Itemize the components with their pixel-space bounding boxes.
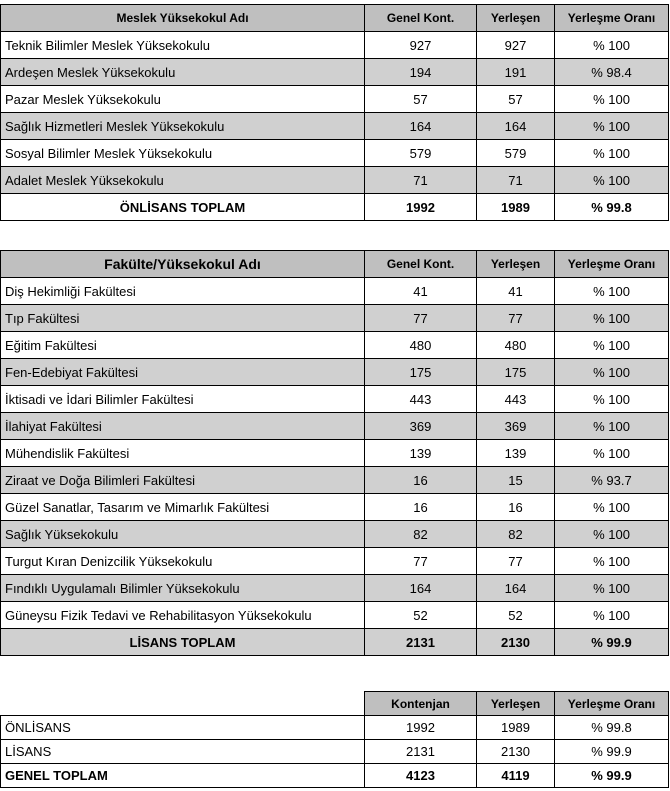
table-row — [1, 59, 669, 86]
row-yerlesen: 71 — [477, 167, 555, 194]
row-name: Teknik Bilimler Meslek Yüksekokulu — [1, 32, 365, 59]
row-oran: % 100 — [555, 413, 669, 440]
row-yerlesen: 82 — [477, 521, 555, 548]
table-row — [1, 740, 669, 764]
header-kontenjan: Genel Kont. — [365, 251, 477, 278]
table-row — [1, 413, 669, 440]
row-kontenjan: 77 — [365, 548, 477, 575]
row-oran: % 100 — [555, 548, 669, 575]
row-oran: % 100 — [555, 575, 669, 602]
row-yerlesen: 927 — [477, 32, 555, 59]
row-oran: % 99.9 — [555, 740, 669, 764]
row-name: Güzel Sanatlar, Tasarım ve Mimarlık Fakültesi — [1, 494, 365, 521]
row-name: Turgut Kıran Denizcilik Yüksekokulu — [1, 548, 365, 575]
table-row — [1, 716, 669, 740]
row-name: ÖNLİSANS — [1, 716, 365, 740]
row-kontenjan: 41 — [365, 278, 477, 305]
onlisans-table — [0, 4, 669, 221]
row-yerlesen: 77 — [477, 305, 555, 332]
row-yerlesen: 1989 — [477, 716, 555, 740]
total-label: ÖNLİSANS TOPLAM — [1, 194, 365, 221]
row-yerlesen: 443 — [477, 386, 555, 413]
row-name: Adalet Meslek Yüksekokulu — [1, 167, 365, 194]
header-kontenjan: Genel Kont. — [365, 5, 477, 32]
total-oran: % 99.8 — [555, 194, 669, 221]
row-yerlesen: 52 — [477, 602, 555, 629]
row-oran: % 100 — [555, 140, 669, 167]
row-kontenjan: 16 — [365, 494, 477, 521]
row-kontenjan: 139 — [365, 440, 477, 467]
row-kontenjan: 579 — [365, 140, 477, 167]
row-kontenjan: 480 — [365, 332, 477, 359]
row-yerlesen: 2130 — [477, 740, 555, 764]
header-yerlesen: Yerleşen — [477, 692, 555, 716]
row-oran: % 100 — [555, 359, 669, 386]
row-name: Ziraat ve Doğa Bilimleri Fakültesi — [1, 467, 365, 494]
table-row — [1, 494, 669, 521]
table-row — [1, 548, 669, 575]
row-yerlesen: 480 — [477, 332, 555, 359]
row-kontenjan: 57 — [365, 86, 477, 113]
row-name: Mühendislik Fakültesi — [1, 440, 365, 467]
total-row — [1, 764, 669, 788]
row-kontenjan: 1992 — [365, 716, 477, 740]
row-name: Ardeşen Meslek Yüksekokulu — [1, 59, 365, 86]
table-row — [1, 278, 669, 305]
row-yerlesen: 191 — [477, 59, 555, 86]
total-oran: % 99.9 — [555, 764, 669, 788]
header-oran: Yerleşme Oranı — [555, 5, 669, 32]
total-label: LİSANS TOPLAM — [1, 629, 365, 656]
row-kontenjan: 194 — [365, 59, 477, 86]
total-yerlesen: 2130 — [477, 629, 555, 656]
row-name: Sosyal Bilimler Meslek Yüksekokulu — [1, 140, 365, 167]
row-kontenjan: 369 — [365, 413, 477, 440]
table-row — [1, 113, 669, 140]
row-oran: % 100 — [555, 494, 669, 521]
row-oran: % 100 — [555, 86, 669, 113]
header-name: Fakülte/Yüksekokul Adı — [1, 251, 365, 278]
row-kontenjan: 52 — [365, 602, 477, 629]
header-kontenjan: Kontenjan — [365, 692, 477, 716]
total-kontenjan: 2131 — [365, 629, 477, 656]
onlisans-header-row — [1, 5, 669, 32]
row-yerlesen: 57 — [477, 86, 555, 113]
row-yerlesen: 15 — [477, 467, 555, 494]
row-kontenjan: 927 — [365, 32, 477, 59]
table-row — [1, 575, 669, 602]
row-kontenjan: 175 — [365, 359, 477, 386]
row-name: Güneysu Fizik Tedavi ve Rehabilitasyon Yüksekokulu — [1, 602, 365, 629]
total-row — [1, 629, 669, 656]
row-name: LİSANS — [1, 740, 365, 764]
table-row — [1, 359, 669, 386]
row-kontenjan: 16 — [365, 467, 477, 494]
row-oran: % 98.4 — [555, 59, 669, 86]
row-yerlesen: 164 — [477, 113, 555, 140]
row-oran: % 100 — [555, 386, 669, 413]
row-kontenjan: 2131 — [365, 740, 477, 764]
total-kontenjan: 4123 — [365, 764, 477, 788]
table-row — [1, 440, 669, 467]
row-yerlesen: 139 — [477, 440, 555, 467]
genel-header-row — [1, 692, 669, 716]
row-oran: % 100 — [555, 440, 669, 467]
row-oran: % 100 — [555, 305, 669, 332]
lisans-table — [0, 250, 669, 656]
row-kontenjan: 164 — [365, 113, 477, 140]
row-oran: % 100 — [555, 602, 669, 629]
row-oran: % 100 — [555, 32, 669, 59]
row-yerlesen: 369 — [477, 413, 555, 440]
row-oran: % 100 — [555, 167, 669, 194]
header-yerlesen: Yerleşen — [477, 5, 555, 32]
row-name: Eğitim Fakültesi — [1, 332, 365, 359]
row-oran: % 100 — [555, 332, 669, 359]
table-row — [1, 32, 669, 59]
row-name: Sağlık Yüksekokulu — [1, 521, 365, 548]
total-row — [1, 194, 669, 221]
table-row — [1, 602, 669, 629]
total-yerlesen: 4119 — [477, 764, 555, 788]
header-oran: Yerleşme Oranı — [555, 692, 669, 716]
header-yerlesen: Yerleşen — [477, 251, 555, 278]
row-name: Fen-Edebiyat Fakültesi — [1, 359, 365, 386]
row-yerlesen: 77 — [477, 548, 555, 575]
row-kontenjan: 71 — [365, 167, 477, 194]
table-row — [1, 140, 669, 167]
row-kontenjan: 82 — [365, 521, 477, 548]
table-row — [1, 521, 669, 548]
total-kontenjan: 1992 — [365, 194, 477, 221]
row-kontenjan: 77 — [365, 305, 477, 332]
row-oran: % 100 — [555, 521, 669, 548]
total-yerlesen: 1989 — [477, 194, 555, 221]
genel-table — [0, 691, 669, 788]
table-row — [1, 467, 669, 494]
header-oran: Yerleşme Oranı — [555, 251, 669, 278]
row-name: Diş Hekimliği Fakültesi — [1, 278, 365, 305]
total-oran: % 99.9 — [555, 629, 669, 656]
row-name: Tıp Fakültesi — [1, 305, 365, 332]
row-oran: % 93.7 — [555, 467, 669, 494]
row-yerlesen: 16 — [477, 494, 555, 521]
row-yerlesen: 41 — [477, 278, 555, 305]
table-row — [1, 332, 669, 359]
total-label: GENEL TOPLAM — [1, 764, 365, 788]
table-row — [1, 305, 669, 332]
row-oran: % 99.8 — [555, 716, 669, 740]
header-blank — [1, 692, 365, 716]
row-name: Pazar Meslek Yüksekokulu — [1, 86, 365, 113]
row-kontenjan: 443 — [365, 386, 477, 413]
row-kontenjan: 164 — [365, 575, 477, 602]
row-name: İktisadi ve İdari Bilimler Fakültesi — [1, 386, 365, 413]
row-oran: % 100 — [555, 278, 669, 305]
table-row — [1, 86, 669, 113]
row-name: Fındıklı Uygulamalı Bilimler Yüksekokulu — [1, 575, 365, 602]
row-yerlesen: 164 — [477, 575, 555, 602]
row-name: İlahiyat Fakültesi — [1, 413, 365, 440]
header-name: Meslek Yüksekokul Adı — [1, 5, 365, 32]
table-row — [1, 167, 669, 194]
row-yerlesen: 175 — [477, 359, 555, 386]
row-oran: % 100 — [555, 113, 669, 140]
row-yerlesen: 579 — [477, 140, 555, 167]
table-row — [1, 386, 669, 413]
row-name: Sağlık Hizmetleri Meslek Yüksekokulu — [1, 113, 365, 140]
lisans-header-row — [1, 251, 669, 278]
